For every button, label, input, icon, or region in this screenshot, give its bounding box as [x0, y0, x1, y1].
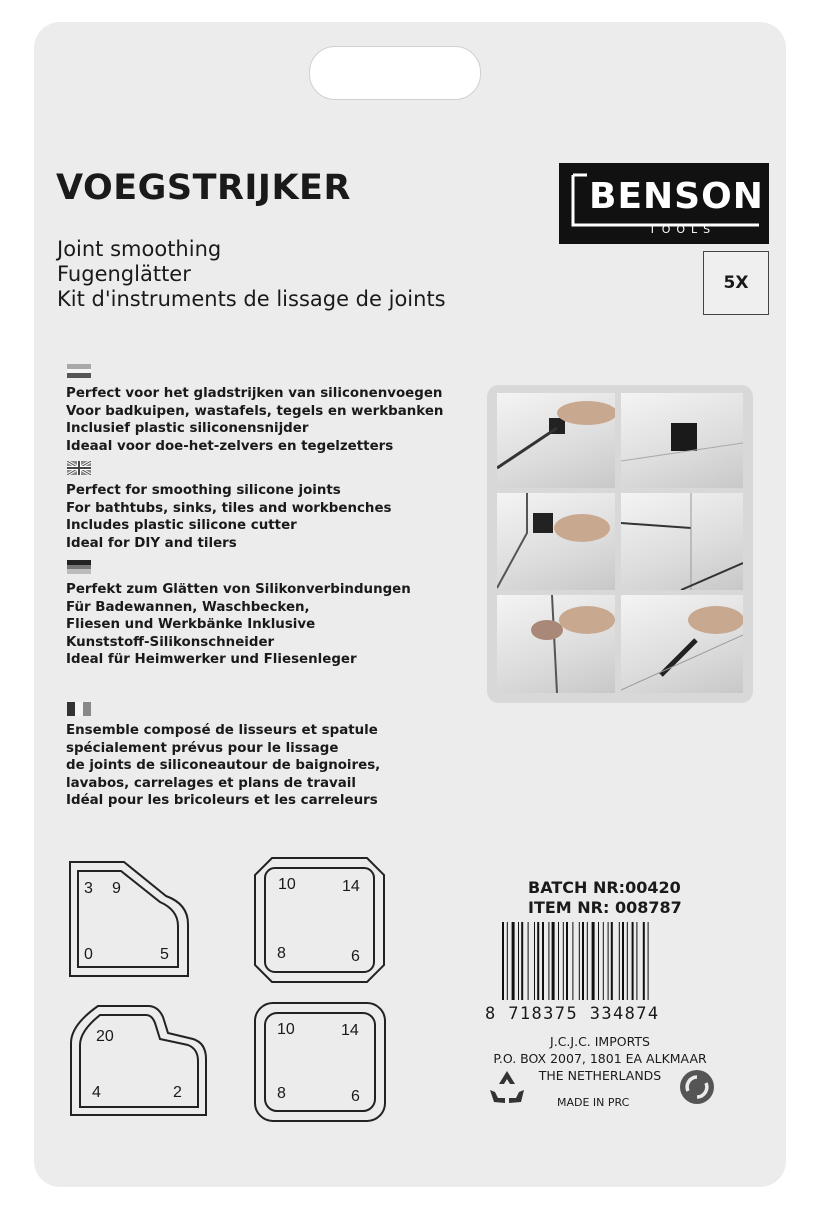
- quantity-badge: 5X: [703, 251, 769, 315]
- tool-number: 20: [96, 1028, 114, 1045]
- tool-number: 6: [351, 1088, 360, 1105]
- usage-photo: [497, 493, 615, 590]
- description-line: Voor badkuipen, wastafels, tegels en werkbanken: [66, 403, 444, 419]
- description-line: Includes plastic silicone cutter: [66, 518, 297, 534]
- product-subtitles: [57, 237, 446, 312]
- usage-photo: [621, 493, 743, 590]
- barcode-bar: [558, 922, 559, 1000]
- barcode-bar: [643, 922, 645, 1000]
- barcode-bar: [518, 922, 519, 1000]
- brand-sub: TOOLS: [649, 223, 717, 236]
- barcode-bar: [636, 922, 637, 1000]
- tool-outline-3: [68, 1003, 210, 1121]
- tool-number: 6: [351, 948, 360, 965]
- barcode-bar: [534, 922, 535, 1000]
- hang-hole: [309, 46, 481, 100]
- description-line: Ideal für Heimwerker und Fliesenleger: [66, 652, 357, 668]
- barcode-bar: [627, 922, 628, 1000]
- tool-number: 8: [277, 1085, 286, 1102]
- description-line: Idéal pour les bricoleurs et les carreleurs: [66, 793, 378, 809]
- tool-number: 4: [92, 1084, 101, 1101]
- subtitle-en: Joint smoothing: [57, 237, 222, 261]
- barcode-bar: [572, 922, 573, 1000]
- description-line: Kunststoff-Silikonschneider: [66, 634, 275, 650]
- barcode-bar: [582, 922, 584, 1000]
- barcode-bar: [592, 922, 595, 1000]
- usage-photo: [621, 393, 743, 488]
- barcode-bar: [507, 922, 508, 1000]
- description-line: Für Badewannen, Waschbecken,: [66, 599, 310, 615]
- barcode-bar: [611, 922, 613, 1000]
- brand-name: BENSON: [589, 176, 764, 217]
- batch-info: [528, 878, 682, 918]
- barcode-bar: [608, 922, 609, 1000]
- barcode-bar: [619, 922, 620, 1000]
- flag-nl-icon: [67, 364, 91, 378]
- description-line: spécialement prévus pour le lissage: [66, 740, 339, 756]
- usage-photo: [497, 393, 615, 488]
- description-line: Ideaal voor doe-het-zelvers en tegelzetters: [66, 438, 394, 454]
- description-line: Ideal for DIY and tilers: [66, 535, 237, 551]
- batch-number: BATCH NR:00420: [528, 878, 681, 897]
- barcode-bar: [528, 922, 529, 1000]
- flag-fr-icon: [67, 702, 91, 716]
- subtitle-de: Fugenglätter: [57, 262, 191, 286]
- flag-de-icon: [67, 560, 91, 574]
- description-line: Ensemble composé de lisseurs et spatule: [66, 723, 378, 738]
- barcode-bar: [537, 922, 539, 1000]
- usage-photo-grid: [487, 385, 753, 703]
- barcode-bar: [566, 922, 568, 1000]
- usage-photo: [497, 595, 615, 693]
- description-line: Perfect for smoothing silicone joints: [66, 483, 341, 498]
- tool-number: 14: [341, 1022, 359, 1039]
- barcode-bar: [542, 922, 544, 1000]
- barcode-bar: [512, 922, 515, 1000]
- barcode: [502, 922, 710, 1004]
- item-number: ITEM NR: 008787: [528, 898, 682, 917]
- subtitle-fr: Kit d'instruments de lissage de joints: [57, 287, 446, 311]
- green-dot-icon: [679, 1069, 715, 1105]
- description-line: Perfekt zum Glätten von Silikonverbindungen: [66, 582, 411, 597]
- barcode-bar: [552, 922, 555, 1000]
- flag-uk-icon: [67, 461, 91, 475]
- description-en: [66, 482, 392, 552]
- tool-outline-4: [253, 1001, 387, 1123]
- description-fr: [66, 722, 380, 810]
- product-title: VOEGSTRIJKER: [56, 168, 351, 208]
- description-line: Perfect voor het gladstrijken van siliconenvoegen: [66, 386, 443, 401]
- tool-number: 5: [160, 946, 169, 963]
- tool-number: 3: [84, 880, 93, 897]
- barcode-bar: [548, 922, 549, 1000]
- recycle-icon: [488, 1068, 526, 1106]
- tool-number: 14: [342, 878, 360, 895]
- description-de: [66, 581, 411, 669]
- tool-number: 10: [278, 876, 296, 893]
- tool-number: 9: [112, 880, 121, 897]
- barcode-bar: [587, 922, 588, 1000]
- description-line: Inclusief plastic siliconensnijder: [66, 421, 309, 437]
- barcode-bar: [603, 922, 604, 1000]
- barcode-digits: 8 718375 334874: [485, 1004, 660, 1024]
- tool-number: 2: [173, 1084, 182, 1101]
- barcode-bar: [632, 922, 634, 1000]
- tool-number: 10: [277, 1021, 295, 1038]
- barcode-bar: [563, 922, 564, 1000]
- barcode-bar: [622, 922, 624, 1000]
- tool-number: 0: [84, 946, 93, 963]
- description-line: For bathtubs, sinks, tiles and workbenches: [66, 500, 392, 516]
- importer-name: J.C.J.C. IMPORTS: [550, 1034, 650, 1049]
- description-line: lavabos, carrelages et plans de travail: [66, 775, 356, 791]
- description-line: de joints de siliconeautour de baignoires,: [66, 758, 381, 774]
- barcode-bar: [502, 922, 504, 1000]
- barcode-bar: [521, 922, 523, 1000]
- description-line: Fliesen und Werkbänke Inklusive: [66, 617, 316, 633]
- barcode-bar: [598, 922, 599, 1000]
- importer-box: P.O. BOX 2007, 1801 EA ALKMAAR: [493, 1051, 707, 1066]
- importer-country: THE NETHERLANDS: [538, 1068, 662, 1083]
- brand-logo: [559, 163, 769, 244]
- made-in-label: MADE IN PRC: [557, 1096, 630, 1109]
- barcode-bar: [579, 922, 580, 1000]
- usage-photo: [621, 595, 743, 693]
- description-nl: [66, 385, 443, 455]
- tool-outline-2: [252, 855, 387, 985]
- barcode-bar: [648, 922, 649, 1000]
- tool-number: 8: [277, 945, 286, 962]
